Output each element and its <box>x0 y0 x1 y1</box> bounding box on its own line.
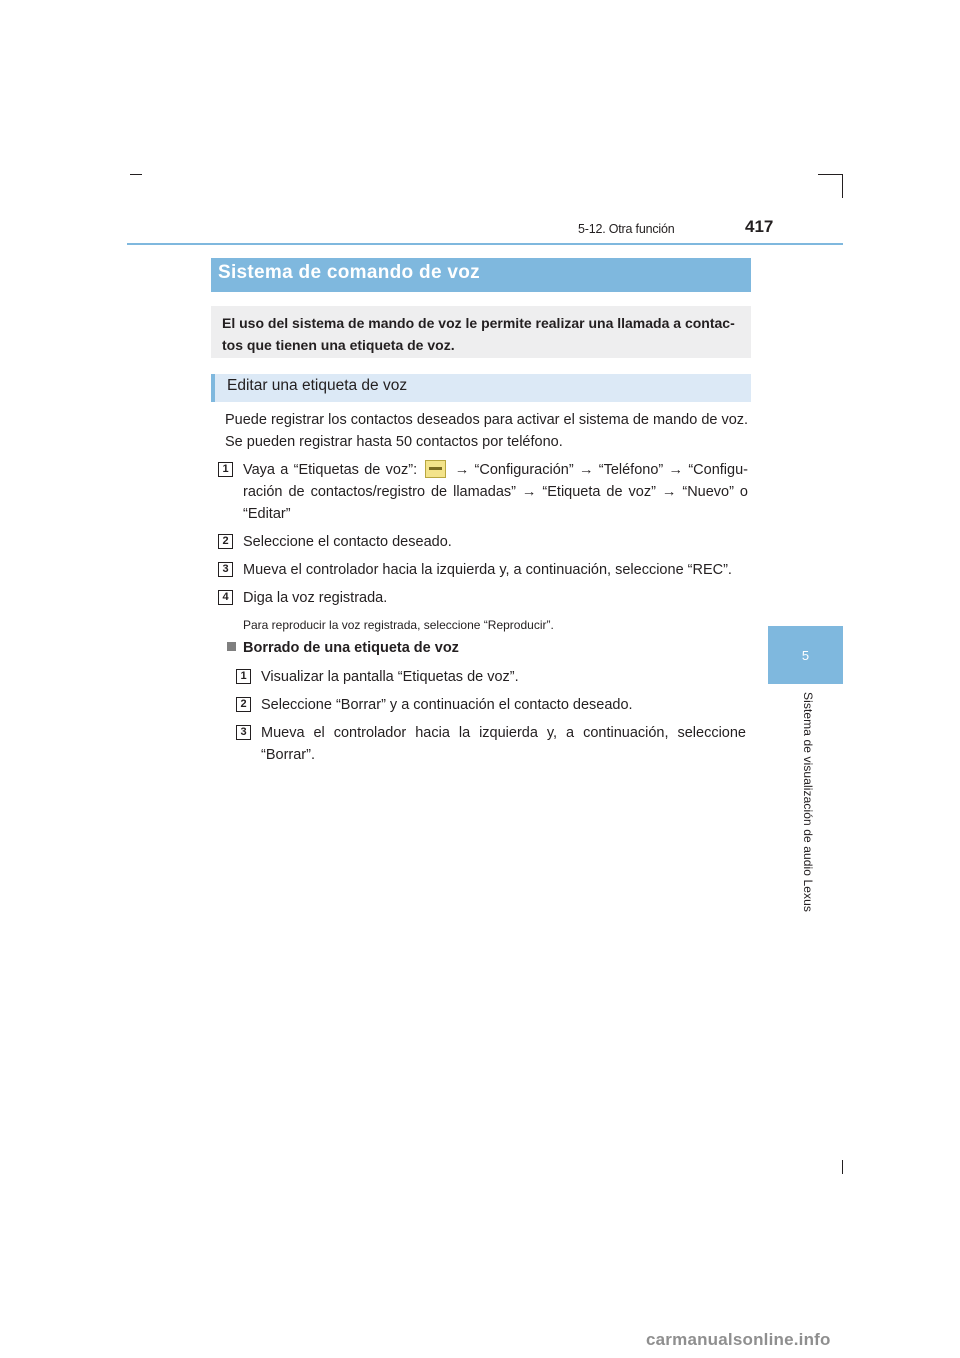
page-number: 417 <box>745 217 774 236</box>
step-number: 2 <box>236 697 251 712</box>
step-text: Mueva el controlador hacia la izquierda y, a continuación, seleccione “REC”. <box>243 562 732 578</box>
chapter-title: Sistema de visualización de audio Lexus <box>801 692 815 913</box>
step-text-part: Vaya a “Etiquetas de voz”: <box>243 462 423 478</box>
chapter-tab <box>768 626 843 684</box>
step-number: 1 <box>236 669 251 684</box>
square-bullet-icon <box>227 642 236 651</box>
intro-box <box>211 306 751 358</box>
intro-text: El uso del sistema de mando de voz le permite realizar una llamada a contac-tos que tienen una etiqueta de voz. <box>222 315 735 353</box>
step-text: Seleccione el contacto deseado. <box>243 534 452 550</box>
step-text <box>243 459 748 525</box>
subsection-heading-text: Borrado de una etiqueta de voz <box>243 640 459 656</box>
step-text-part: → “Configuración” → “Teléfono” → “Configu-ración de contactos/registro de llamadas” → “Etiqueta de voz” → “Nuevo” o “Editar” <box>243 462 748 522</box>
crop-mark <box>842 174 843 198</box>
paragraph: Se pueden registrar hasta 50 contactos por teléfono. <box>225 434 563 450</box>
page-title: Sistema de comando de voz <box>211 258 751 292</box>
menu-button-icon <box>425 460 446 478</box>
subsection-heading <box>227 640 459 656</box>
step-text: Seleccione “Borrar” y a continuación el contacto deseado. <box>261 697 633 713</box>
watermark: carmanualsonline.info <box>646 1330 831 1349</box>
step-text: Visualizar la pantalla “Etiquetas de voz”. <box>261 669 519 685</box>
step-number: 2 <box>218 534 233 549</box>
paragraph: Puede registrar los contactos deseados para activar el sistema de mando de voz. <box>225 412 749 428</box>
step-number: 1 <box>218 462 233 477</box>
note: Para reproducir la voz registrada, seleccione “Reproducir”. <box>243 618 554 632</box>
crop-mark <box>818 174 842 175</box>
chapter-number: 5 <box>801 647 810 663</box>
section-header: 5-12. Otra función <box>578 222 675 236</box>
step-text: Mueva el controlador hacia la izquierda y, a continuación, seleccione “Borrar”. <box>261 725 746 763</box>
step-number: 3 <box>218 562 233 577</box>
crop-mark <box>130 174 142 175</box>
section-heading: Editar una etiqueta de voz <box>211 374 751 402</box>
step-text: Diga la voz registrada. <box>243 590 388 606</box>
header-rule <box>127 243 843 245</box>
step-number: 4 <box>218 590 233 605</box>
crop-mark <box>842 1160 843 1174</box>
step-number: 3 <box>236 725 251 740</box>
